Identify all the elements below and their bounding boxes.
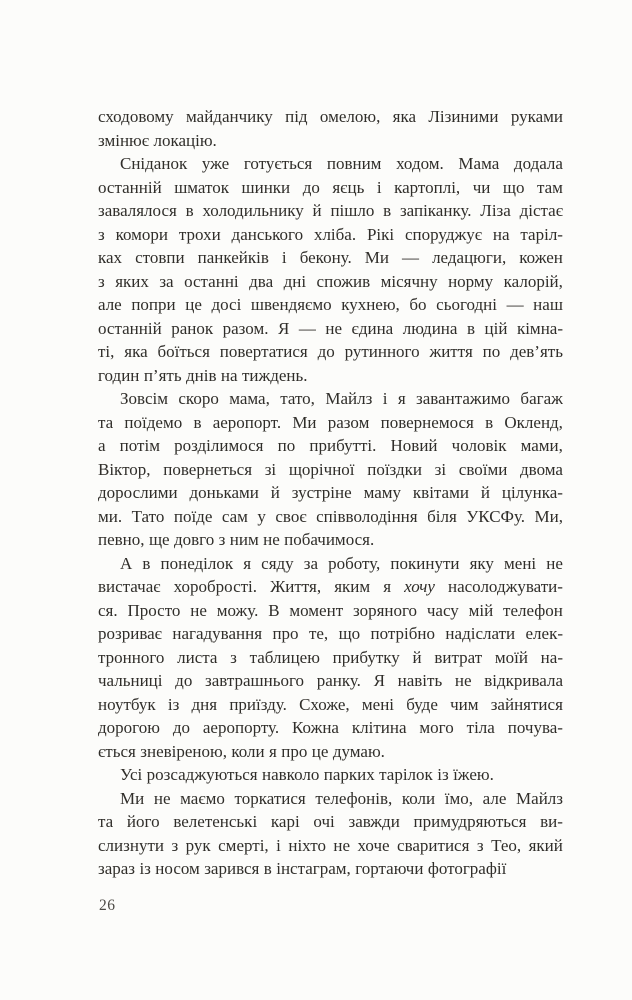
text-line: тронного листа з таблицею прибутку й витрат моїй на- [98, 647, 563, 667]
text-line: завалялося в холодильнику й пішло в запіканку. Ліза дістає [98, 201, 563, 220]
text-line: ках стовпи панкейків і бекону. Ми — ледацюги, кожен [98, 248, 563, 267]
text-line: з комори трохи данського хліба. Рікі споруджує на таріл- [98, 224, 563, 244]
text-line: годин п’ять днів на тиждень. [98, 365, 308, 385]
page-number: 26 [99, 897, 116, 914]
text-line: останній ранок разом. Я — не єдина людина в цій кімна- [98, 318, 563, 338]
text-line: чальниці до завтрашнього ранку. Я навіть не відкривала [98, 671, 563, 690]
text-line: Сніданок уже готується повним ходом. Мама додала [120, 154, 563, 173]
text-line: вистачає хоробрості. Життя, яким я хочу насолоджувати- [98, 575, 563, 599]
emphasized-word: хочу [404, 577, 435, 596]
text-line: Зовсім скоро мама, тато, Майлз і я завантажимо багаж [120, 389, 563, 408]
text-line: сходовому майданчику під омелою, яка Лізиними руками [98, 107, 563, 126]
text-line: ся. Просто не можу. В момент зоряного часу мій телефон [98, 600, 563, 620]
text-line: Ми не маємо торкатися телефонів, коли їмо, але Майлз [120, 788, 563, 808]
text-line: зараз із носом зарився в інстаграм, гортаючи фотографії [98, 859, 507, 878]
text-line: ється зневіреною, коли я про це думаю. [98, 741, 385, 761]
paragraph [98, 763, 563, 787]
text-line: певно, ще довго з ним не побачимося. [98, 530, 375, 549]
paragraph [98, 552, 563, 764]
text-line: останній шматок шинки до яєць і картоплі, чи що там [98, 177, 563, 197]
paragraph [98, 152, 563, 387]
text-line: Усі розсаджуються навколо парких тарілок із їжею. [120, 765, 494, 784]
text-line: розриває нагадування про те, що потрібно надіслати елек- [98, 624, 563, 643]
text-line: слизнути з рук смерті, і ніхто не хоче сваритися з Тео, який [98, 835, 563, 855]
text-line: ноутбук із дня приїзду. Схоже, мені буде чим зайнятися [98, 694, 563, 714]
paragraph [98, 105, 563, 152]
text-line: з яких за останні два дні спожив місячну норму калорій, [98, 271, 563, 291]
page-text [98, 105, 563, 881]
text-line: ми. Тато поїде сам у своє співволодіння біля УКСФу. Ми, [98, 506, 563, 526]
text-line: А в понеділок я сяду за роботу, покинути яку мені не [120, 553, 563, 573]
text-line: та поїдемо в аеропорт. Ми разом повернемося в Окленд, [98, 412, 563, 432]
text-line: змінює локацію. [98, 130, 217, 150]
paragraph [98, 387, 563, 552]
text-line: дорослими доньками й зустріне маму квітами й цілунка- [98, 483, 563, 502]
text-line: Віктор, повернеться зі щорічної поїздки зі своїми двома [98, 459, 563, 479]
text-line: дорогою до аеропорту. Кожна клітина мого тіла почува- [98, 718, 563, 737]
paragraph [98, 787, 563, 881]
text-line: та його велетенські карі очі завжди примудряються ви- [98, 812, 563, 831]
text-line: ті, яка боїться повертатися до рутинного життя по дев’ять [98, 342, 563, 361]
text-line: а потім розділимося по прибутті. Новий чоловік мами, [98, 436, 563, 455]
text-line: але попри це досі швендяємо кухнею, бо сьогодні — наш [98, 295, 563, 314]
